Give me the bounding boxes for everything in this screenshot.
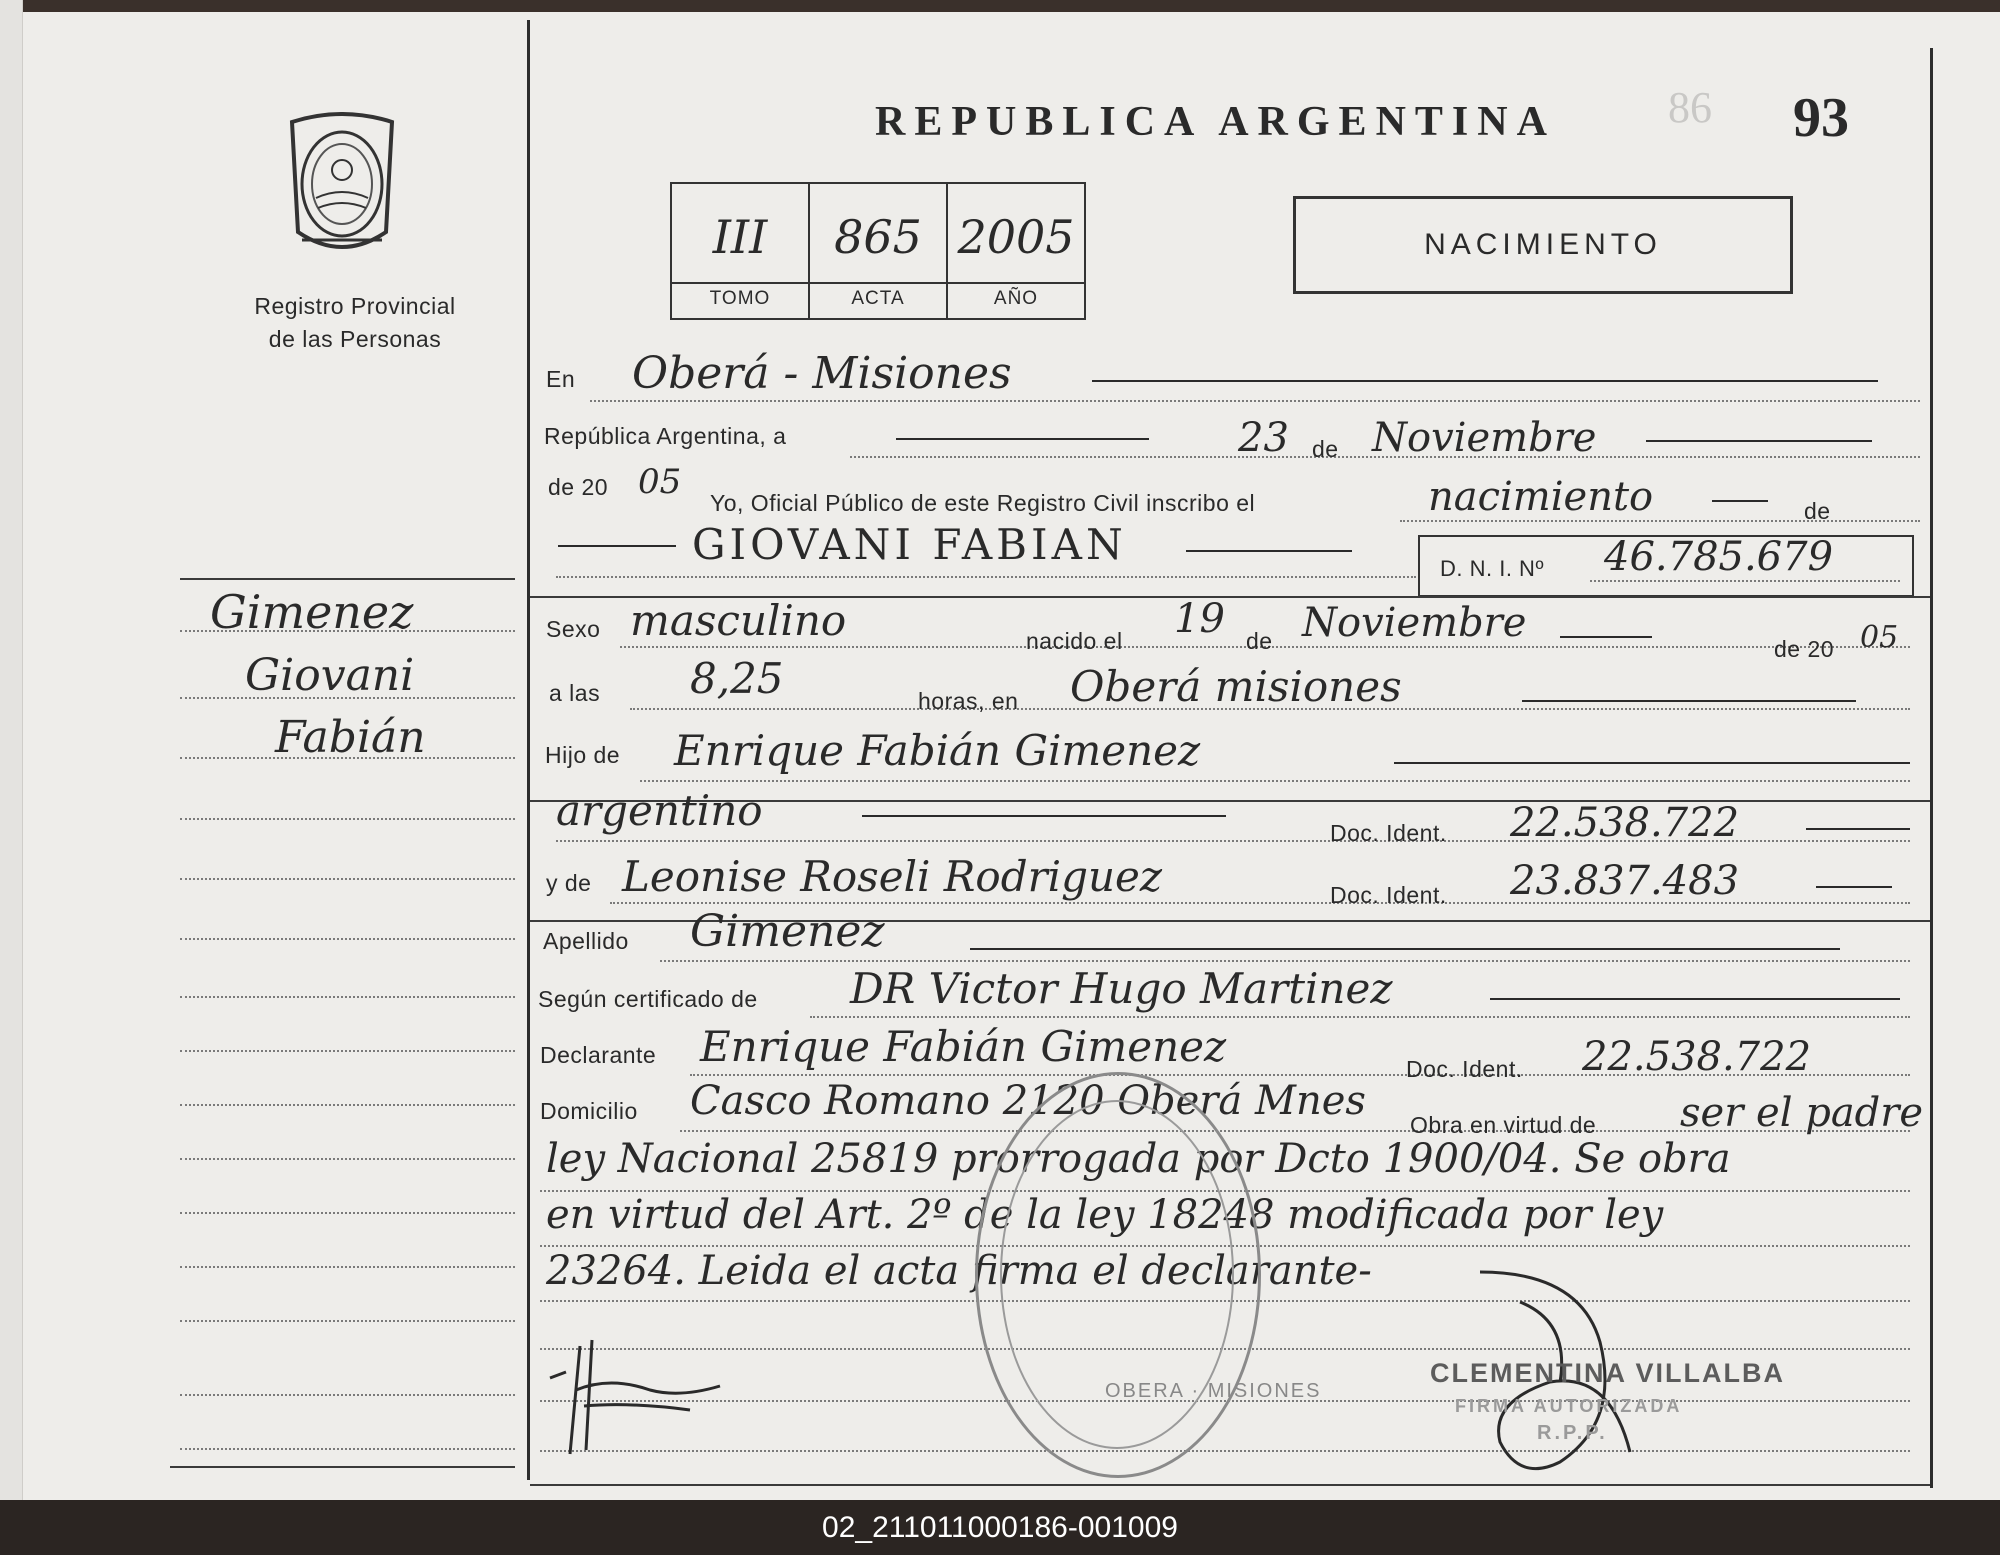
field-father-doc: 22.538.722 [1510, 800, 1740, 846]
field-place: Oberá - Misiones [632, 348, 1012, 399]
field-mother: Leonise Roseli Rodriguez [622, 852, 1163, 901]
label-sexo: Sexo [546, 616, 601, 642]
label-de-year2: de 20 [1774, 636, 1835, 662]
dotted-line [810, 1016, 1910, 1018]
label-en: En [546, 366, 576, 392]
label-doc1: Doc. Ident. [1330, 820, 1447, 846]
fill-dash [862, 815, 1226, 817]
provincial-seal-icon [282, 112, 402, 260]
margin-dotted-line [180, 818, 515, 820]
field-act-type: nacimiento [1428, 474, 1654, 520]
field-birth-month: Noviembre [1302, 600, 1527, 646]
margin-bottom-rule [170, 1466, 515, 1468]
dotted-line [540, 1450, 1910, 1452]
fill-dash [1092, 380, 1878, 382]
margin-dotted-line [180, 996, 515, 998]
field-certificado: DR Victor Hugo Martinez [850, 964, 1393, 1013]
book-binding-edge [0, 0, 23, 1500]
margin-surname: Gimenez [210, 585, 414, 639]
acta-label: ACTA [810, 282, 946, 310]
margin-divider [527, 20, 530, 1480]
bottom-rule [530, 1484, 1930, 1486]
tomo-value: III [712, 210, 768, 264]
label-declarante: Declarante [540, 1042, 657, 1068]
fill-dash [1712, 500, 1768, 502]
field-sexo: masculino [630, 596, 847, 645]
margin-dotted-line [180, 1158, 515, 1160]
fill-dash [1394, 762, 1910, 764]
field-birth-year-suffix: 05 [1860, 620, 1899, 655]
label-republica: República Argentina, a [544, 423, 787, 449]
fill-dash [1806, 828, 1910, 830]
registry-line-2: de las Personas [268, 326, 442, 352]
dotted-line [660, 960, 1910, 962]
field-birth-day: 19 [1174, 596, 1225, 642]
label-de-year: de 20 [548, 474, 609, 500]
margin-dotted-line [180, 878, 515, 880]
registry-line-1: Registro Provincial [254, 293, 456, 319]
official-org: R.P.P. [1537, 1422, 1608, 1444]
official-role: FIRMA AUTORIZADA [1455, 1396, 1683, 1416]
margin-second-name: Fabián [275, 712, 426, 763]
scan-reference-code: 02_211011000186-001009 [822, 1510, 1178, 1544]
label-dni: D. N. I. Nº [1440, 556, 1544, 581]
fill-dash [1490, 998, 1900, 1000]
anio-label: AÑO [948, 282, 1084, 310]
field-apellido: Gimenez [690, 906, 885, 957]
fill-dash [1816, 886, 1892, 888]
fill-dash [1522, 700, 1856, 702]
label-obra: Obra en virtud de [1410, 1112, 1597, 1138]
field-mother-doc: 23.837.483 [1510, 858, 1740, 904]
field-notes-1: ley Nacional 25819 prorrogada por Dcto 1900/04. Se obra [546, 1136, 1731, 1182]
acta-cell [810, 184, 948, 318]
tomo-label: TOMO [672, 282, 808, 310]
label-horas: horas, en [918, 688, 1019, 714]
field-obra: ser el padre [1680, 1090, 1924, 1136]
field-dni: 46.785.679 [1604, 534, 1834, 580]
fill-dash [1186, 550, 1352, 552]
field-father-nationality: argentino [556, 786, 763, 835]
field-notes-3: 23264. Leida el acta firma el declarante- [546, 1248, 1372, 1294]
field-month: Noviembre [1372, 415, 1597, 461]
label-doc3: Doc. Ident. [1406, 1056, 1523, 1082]
margin-dotted-line [180, 1104, 515, 1106]
record-box [670, 182, 1086, 320]
field-birth-place: Oberá misiones [1070, 662, 1402, 711]
margin-dotted-line [180, 1212, 515, 1214]
label-segun: Según certificado de [538, 986, 758, 1012]
margin-dotted-line [180, 1320, 515, 1322]
field-day: 23 [1238, 415, 1289, 461]
page-number: 93 [1793, 87, 1849, 149]
fill-dash [896, 438, 1149, 440]
fill-dash [970, 948, 1840, 950]
label-apellido: Apellido [543, 928, 629, 954]
margin-dotted-line [180, 1394, 515, 1396]
declarant-signature-icon [540, 1326, 740, 1466]
margin-dotted-line [180, 1266, 515, 1268]
official-name: CLEMENTINA VILLALBA [1430, 1358, 1785, 1388]
fill-dash [1646, 440, 1872, 442]
anio-cell [948, 184, 1084, 318]
label-hijo: Hijo de [545, 742, 621, 768]
stamp-text: OBERA · MISIONES [1105, 1380, 1322, 1402]
field-domicilio: Casco Romano 2120 Oberá Mnes [690, 1078, 1366, 1124]
record-type-box: NACIMIENTO [1293, 196, 1793, 294]
dotted-line [640, 780, 1910, 782]
field-father: Enrique Fabián Gimenez [674, 726, 1201, 775]
field-year-suffix: 05 [638, 462, 682, 502]
margin-dotted-line [180, 1448, 515, 1450]
dotted-line [590, 400, 1920, 402]
label-a-las: a las [549, 680, 601, 706]
field-notes-2: en virtud del Art. 2º de la ley 18248 modificada por ley [546, 1192, 1664, 1238]
dotted-line [1590, 580, 1900, 582]
margin-first-name: Giovani [245, 650, 415, 701]
right-border [1930, 48, 1933, 1488]
label-y-de: y de [546, 870, 592, 896]
fill-dash [1560, 636, 1652, 638]
dotted-line [1400, 520, 1920, 522]
margin-top-rule [180, 578, 515, 580]
label-nacido: nacido el [1026, 628, 1123, 654]
field-hour: 8,25 [690, 654, 784, 703]
margin-dotted-line [180, 938, 515, 940]
field-declarante: Enrique Fabián Gimenez [700, 1022, 1227, 1071]
dotted-line [556, 576, 1416, 578]
page-title: REPUBLICA ARGENTINA [875, 99, 1556, 145]
label-yo: Yo, Oficial Público de este Registro Civil inscribo el [710, 490, 1256, 516]
scan-top-edge [0, 0, 2000, 12]
anio-value: 2005 [957, 210, 1075, 264]
label-de2: de [1804, 498, 1831, 524]
label-de3: de [1246, 628, 1273, 654]
label-domicilio: Domicilio [540, 1098, 638, 1124]
acta-value: 865 [834, 210, 922, 264]
tomo-cell [672, 184, 810, 318]
field-name: GIOVANI FABIAN [692, 520, 1127, 569]
fill-dash [558, 545, 676, 547]
field-declarante-doc: 22.538.722 [1582, 1034, 1812, 1080]
label-doc2: Doc. Ident. [1330, 882, 1447, 908]
faint-mark: 86 [1668, 83, 1712, 132]
label-de: de [1312, 436, 1339, 462]
margin-dotted-line [180, 1050, 515, 1052]
registry-name [230, 290, 480, 356]
